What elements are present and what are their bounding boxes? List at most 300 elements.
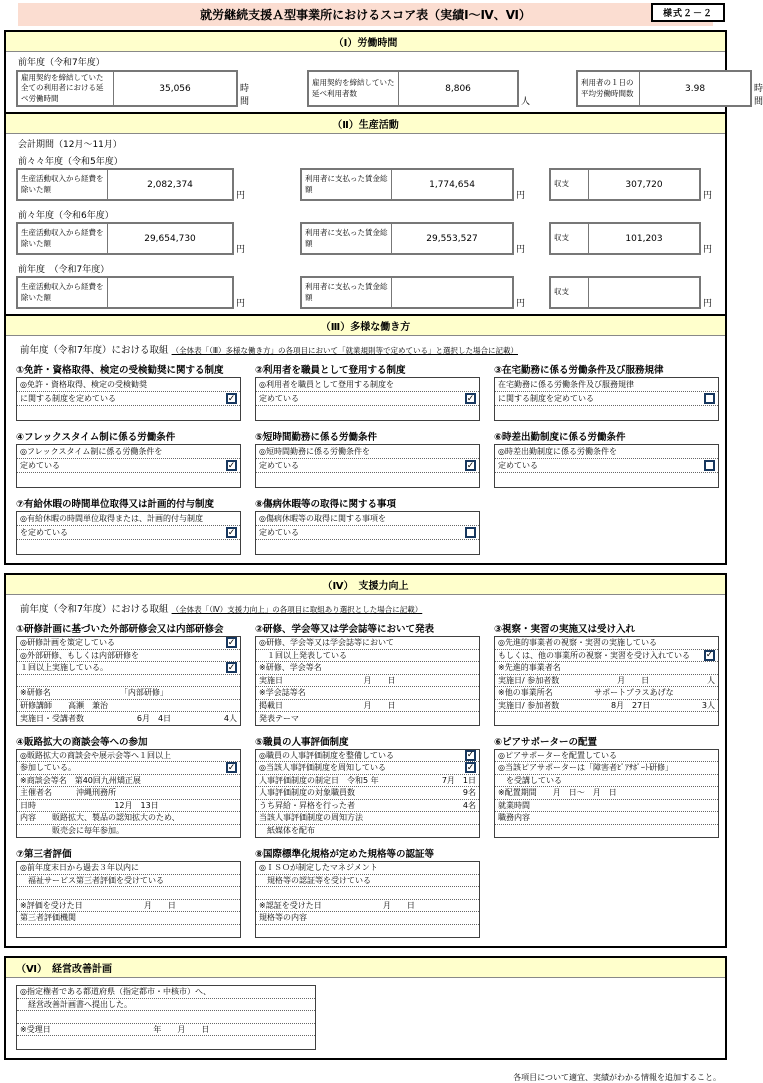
section-support-improvement <box>4 573 727 948</box>
form-row <box>256 912 479 925</box>
checkbox-icon[interactable] <box>465 527 476 538</box>
row-text: に関する制度を定めている <box>498 394 594 403</box>
form-item-card <box>494 734 719 839</box>
intro-text: 前年度（令和7年度）における取組 <box>20 345 169 356</box>
page-title: 就労継続支援Ａ型事業所におけるスコア表（実績Ⅰ～Ⅳ、Ⅵ） <box>18 3 713 26</box>
row-text: 発表テーマ <box>259 713 299 723</box>
checkbox-icon[interactable] <box>704 460 715 471</box>
form-row <box>495 700 718 713</box>
form-row <box>17 900 240 913</box>
item-box <box>255 861 480 938</box>
field-value[interactable]: 3.98 <box>640 72 750 105</box>
year-label: 前々年度（令和6年度） <box>18 211 114 221</box>
unit-label: 円 <box>516 191 526 201</box>
form-row <box>256 378 479 392</box>
field-net-income <box>16 276 245 309</box>
unit-label: 時間 <box>240 84 250 107</box>
form-row <box>256 445 479 459</box>
row-text: 8月 27日 <box>610 700 651 710</box>
form-row <box>256 887 479 900</box>
form-row <box>256 700 479 713</box>
field-label: 利用者に支払った賃金総額 <box>302 224 392 253</box>
form-row <box>256 512 479 526</box>
form-row <box>17 986 315 999</box>
row-text: もしくは、他の事業所の視察・実習を受け入れている <box>498 650 690 660</box>
row-text: 就業時間 <box>498 800 530 810</box>
row-text: 掲載日 <box>259 700 283 710</box>
form-item-card <box>16 846 241 938</box>
item-title: ⑧傷病休暇等の取得に関する事項 <box>255 499 397 510</box>
form-row <box>17 1024 315 1037</box>
item-box <box>16 861 241 938</box>
row-text: ◎ピアサポーターを配置している <box>498 750 617 760</box>
row-text: ※他の事業所名 <box>498 688 553 698</box>
form-item-card <box>16 362 241 421</box>
form-row <box>256 540 479 554</box>
row-text: 在宅勤務に係る労働条件及び服務規律 <box>498 380 634 389</box>
row-text: 定めている <box>20 461 60 470</box>
form-row <box>17 406 240 420</box>
item-box <box>494 444 719 488</box>
row-text: 日時 <box>20 800 36 810</box>
item-title: ③視察・実習の実施又は受け入れ <box>494 624 636 635</box>
row-text: ◎傷病休暇等の取得に関する事項を <box>259 514 386 523</box>
unit-label: 円 <box>236 191 246 201</box>
field-label: 生産活動収入から経費を除いた額 <box>18 224 108 253</box>
item-title: ⑧国際標準化規格が定めた規格等の認証等 <box>255 849 435 860</box>
row-text: 規格等の認証等を受けている <box>259 875 371 885</box>
field-balance <box>549 222 712 255</box>
form-row <box>495 637 718 650</box>
field-value[interactable] <box>108 278 232 307</box>
item-title: ④フレックスタイム制に係る労働条件 <box>16 432 176 443</box>
form-row <box>17 887 240 900</box>
row-text: ◎利用者を職員として登用する制度を <box>259 380 394 389</box>
section-labor-hours <box>4 30 763 114</box>
section2-header: （Ⅱ）生産活動 <box>6 114 725 134</box>
section4-header: （Ⅳ） 支援力向上 <box>6 575 725 595</box>
field-value[interactable] <box>589 278 699 307</box>
checkbox-icon[interactable] <box>226 393 237 404</box>
form-row <box>495 787 718 800</box>
form-row <box>17 750 240 763</box>
form-row <box>17 378 240 392</box>
field-value[interactable]: 2,082,374 <box>108 170 232 199</box>
year-label: 前々々年度（令和5年度） <box>18 157 123 167</box>
section-management-improvement-plan <box>4 956 727 1060</box>
row-text: 規格等の内容 <box>259 913 307 923</box>
unit-label: 円 <box>703 245 713 255</box>
form-row <box>256 662 479 675</box>
form-row <box>495 378 718 392</box>
row-text: 職務内容 <box>498 813 530 823</box>
form-row <box>17 526 240 540</box>
form-row <box>256 762 479 775</box>
form-row <box>17 875 240 888</box>
item-box <box>16 511 241 555</box>
row-text: 9名 <box>462 788 476 798</box>
production-row-r6 <box>6 222 725 260</box>
form-row <box>256 900 479 913</box>
section1-header: （Ⅰ）労働時間 <box>6 32 725 52</box>
checkbox-icon[interactable] <box>465 750 476 761</box>
field-net-income <box>16 168 245 201</box>
form-item-card <box>255 362 480 421</box>
field-value[interactable]: 29,654,730 <box>108 224 232 253</box>
form-row <box>495 750 718 763</box>
form-row <box>17 712 240 725</box>
form-item-card <box>255 621 480 726</box>
row-text: 定めている <box>498 461 538 470</box>
row-text: 月 日 <box>363 700 396 710</box>
field-average-daily-hours <box>576 70 763 107</box>
checkbox-icon[interactable] <box>226 527 237 538</box>
item-box <box>16 444 241 488</box>
row-text: ※学会誌等名 <box>259 688 306 698</box>
form-row <box>256 787 479 800</box>
row-text: 人事評価制度の対象職員数 <box>259 788 355 798</box>
form-row <box>256 712 479 725</box>
row-text: 主催者名 沖縄刑務所 <box>20 788 116 798</box>
row-text: ※認証を受けた日 <box>259 900 322 910</box>
row-text: ◎有給休暇の時間単位取得または、計画的付与制度 <box>20 514 203 523</box>
field-wages-paid <box>300 276 525 309</box>
row-text: 内容 販路拡大、製品の認知拡大のため、 <box>20 813 180 823</box>
row-text: 人 <box>707 675 715 685</box>
form-item-card <box>16 429 241 488</box>
form-item-card <box>255 734 480 839</box>
form-row <box>256 459 479 473</box>
checkbox-icon[interactable] <box>465 393 476 404</box>
intro-note: （全体表「（Ⅳ）支援力向上」の各項目に取組あり選択とした場合に記載） <box>171 605 423 614</box>
item-title: ⑤職員の人事評価制度 <box>255 736 349 748</box>
field-balance <box>549 276 712 309</box>
row-text: ◎先進的事業者の視察・実習の実施している <box>498 638 657 648</box>
form-row <box>17 825 240 838</box>
form-row <box>256 925 479 938</box>
form-row <box>17 1011 315 1024</box>
item-box <box>255 511 480 555</box>
form-row <box>495 762 718 775</box>
row-text: 定めている <box>259 528 299 537</box>
form-row <box>256 825 479 838</box>
form-row <box>256 687 479 700</box>
field-label: 生産活動収入から経費を除いた額 <box>18 278 108 307</box>
row-text: 年 月 日 <box>153 1024 210 1034</box>
form-row <box>256 650 479 663</box>
form-row <box>17 800 240 813</box>
form-row <box>256 473 479 487</box>
form-row <box>17 445 240 459</box>
field-total-work-hours <box>16 70 249 107</box>
unit-label: 人 <box>521 97 531 107</box>
row-text: 第三者評価機関 <box>20 913 76 923</box>
year-label: 前年度 （令和7年度） <box>18 265 110 275</box>
form-item-card <box>16 621 241 726</box>
row-text: ◎当該人事評価制度を周知している <box>259 763 386 773</box>
section1-fields <box>6 70 763 112</box>
field-total-users <box>307 70 530 107</box>
form-row <box>256 526 479 540</box>
item-title: ②利用者を職員として登用する制度 <box>255 365 406 376</box>
form-row <box>495 812 718 825</box>
intro-note: （全体表「（Ⅲ）多様な働き方」の各項目において「就業規則等で定めている」と選択した場合に記載） <box>171 346 518 355</box>
field-label: 雇用契約を締結していた延べ利用者数 <box>309 72 399 105</box>
form-row <box>495 712 718 725</box>
row-text: 「内部研修」 <box>119 688 168 698</box>
form-item-card <box>255 846 480 938</box>
checkbox-icon[interactable] <box>226 460 237 471</box>
item-box <box>255 636 480 726</box>
form-row <box>256 406 479 420</box>
form-row <box>17 912 240 925</box>
item-title: ⑦第三者評価 <box>16 849 72 860</box>
checkbox-icon[interactable] <box>704 393 715 404</box>
form-row <box>17 540 240 554</box>
form-item-card <box>16 734 241 839</box>
item-title: ①研修計画に基づいた外部研修会又は内部研修会 <box>16 624 224 635</box>
form-row <box>17 512 240 526</box>
row-text: 実施日・受講者数 <box>20 713 84 723</box>
row-text: ◎販路拡大の商談会や展示会等へ１回以上 <box>20 750 171 760</box>
production-row-r5 <box>6 168 725 206</box>
row-text: うち昇給・昇格を行った者 <box>259 800 355 810</box>
form-row <box>256 875 479 888</box>
form-row <box>256 775 479 788</box>
row-text: 福祉サービス第三者評価を受けている <box>20 875 164 885</box>
accounting-period: 会計期間（12月～11月） <box>18 140 122 150</box>
form-row <box>17 459 240 473</box>
row-text: 紙媒体を配布 <box>259 826 315 836</box>
item-title: ⑥ピアサポーターの配置 <box>494 736 598 748</box>
row-text: を受講している <box>498 775 562 785</box>
field-value[interactable]: 8,806 <box>399 72 517 105</box>
form-row <box>17 812 240 825</box>
item-title: ⑥時差出勤制度に係る労働条件 <box>494 432 626 443</box>
field-label: 生産活動収入から経費を除いた額 <box>18 170 108 199</box>
field-value[interactable]: 307,720 <box>589 170 699 199</box>
row-text: 経営改善計画書へ提出した。 <box>20 999 132 1009</box>
row-text: 6月 4日 <box>136 713 172 723</box>
row-text: 参加している。 <box>20 763 76 773</box>
checkbox-icon[interactable] <box>465 460 476 471</box>
row-text: ◎指定権者である都道府県（指定都市・中核市）へ、 <box>20 987 211 997</box>
form-row <box>17 775 240 788</box>
row-text: 月 日 <box>382 900 415 910</box>
item-box <box>255 377 480 421</box>
row-text: 研修講師 高瀬 兼治 <box>20 700 108 710</box>
form-row <box>495 687 718 700</box>
form-row <box>17 762 240 775</box>
field-label: 収支 <box>551 170 589 199</box>
row-text: 実施日 <box>259 675 283 685</box>
row-text: ◎研修計画を策定している <box>20 638 115 648</box>
form-row <box>256 392 479 406</box>
form-row <box>256 800 479 813</box>
form-row <box>495 459 718 473</box>
form-row <box>17 675 240 688</box>
form-row <box>495 406 718 420</box>
row-text: 定めている <box>259 394 299 403</box>
row-text: に関する制度を定めている <box>20 394 116 403</box>
form-row <box>495 675 718 688</box>
row-text: ◎前年度末日から過去３年以内に <box>20 863 139 873</box>
form-row <box>495 825 718 838</box>
row-text: ◎ＩＳＯが制定したマネジメント <box>259 863 378 873</box>
field-label: 収支 <box>551 278 589 307</box>
form-item-card <box>16 496 241 555</box>
row-text: ※研修名 <box>20 688 51 698</box>
item-box <box>494 749 719 839</box>
field-net-income <box>16 222 245 255</box>
form-row <box>256 812 479 825</box>
section6-header: （Ⅵ） 経営改善計画 <box>6 958 725 978</box>
row-text: １回以上実施している。 <box>20 663 108 673</box>
form-row <box>17 862 240 875</box>
item-box <box>16 985 316 1050</box>
row-text: ※先進的事業者名 <box>498 663 561 673</box>
row-text: 当該人事評価制度の周知方法 <box>259 813 363 823</box>
section-production <box>4 112 727 316</box>
form-row <box>256 675 479 688</box>
row-text: 定めている <box>259 461 299 470</box>
section3-header: （Ⅲ）多様な働き方 <box>6 316 725 336</box>
form-item-card <box>16 984 316 1050</box>
checkbox-icon[interactable] <box>465 762 476 773</box>
field-label: 収支 <box>551 224 589 253</box>
form-item-card <box>255 429 480 488</box>
checkbox-icon[interactable] <box>226 762 237 773</box>
row-text: 4人 <box>223 713 237 723</box>
form-row <box>17 787 240 800</box>
row-text: ※評価を受けた日 <box>20 900 83 910</box>
section4-intro <box>6 595 725 619</box>
form-row <box>256 637 479 650</box>
form-row <box>256 862 479 875</box>
form-item-card <box>494 429 719 488</box>
unit-label: 円 <box>703 299 713 309</box>
section6-items <box>6 978 725 1058</box>
form-row <box>17 662 240 675</box>
item-box <box>255 444 480 488</box>
item-title: ③在宅勤務に係る労働条件及び服務規律 <box>494 365 664 376</box>
item-title: ④販路拡大の商談会等への参加 <box>16 736 148 748</box>
intro-text: 前年度（令和7年度）における取組 <box>20 604 169 615</box>
form-row <box>17 925 240 938</box>
item-box <box>494 636 719 726</box>
form-row <box>17 687 240 700</box>
unit-label: 時間 <box>754 84 763 107</box>
unit-label: 円 <box>516 299 526 309</box>
form-row <box>256 750 479 763</box>
form-row <box>17 473 240 487</box>
checkbox-icon[interactable] <box>226 637 237 648</box>
row-text: 月 日 <box>363 675 396 685</box>
field-value[interactable]: 1,774,654 <box>392 170 512 199</box>
production-row-r7 <box>6 276 725 314</box>
row-text: 実施日/ 参加者数 <box>498 675 560 685</box>
field-wages-paid <box>300 168 525 201</box>
row-text: ◎免許・資格取得、検定の受検勧奨 <box>20 380 147 389</box>
form-row <box>495 445 718 459</box>
field-wages-paid <box>300 222 525 255</box>
row-text: 7月 1日 <box>441 775 476 785</box>
row-text: ※研修、学会等名 <box>259 663 322 673</box>
item-title: ②研修、学会等又は学会誌等において発表 <box>255 624 435 635</box>
row-text: ◎当該ピアサポーターは「障害者ﾋﾟｱｻﾎﾟｰﾄ研修」 <box>498 763 673 773</box>
form-row <box>17 392 240 406</box>
row-text: １回以上発表している <box>259 650 347 660</box>
form-row <box>495 473 718 487</box>
field-label: 利用者に支払った賃金総額 <box>302 170 392 199</box>
row-text: ◎外部研修、もしくは内部研修を <box>20 650 139 660</box>
row-text: ※配置期間 月 日～ 月 日 <box>498 788 617 798</box>
footer-note: 各項目について適宜、実績がわかる情報を追加すること。 <box>513 1072 721 1082</box>
row-text: 3人 <box>701 700 715 710</box>
row-text: 4名 <box>462 800 476 810</box>
checkbox-icon[interactable] <box>226 662 237 673</box>
item-box <box>494 377 719 421</box>
form-row <box>17 700 240 713</box>
field-value[interactable]: 35,056 <box>114 72 236 105</box>
row-text: サポートプラスあげな <box>594 688 674 698</box>
row-text: ◎研修、学会等又は学会誌等において <box>259 638 394 648</box>
row-text: 月 日 <box>617 675 650 685</box>
unit-label: 円 <box>516 245 526 255</box>
field-balance <box>549 168 712 201</box>
item-box <box>16 636 241 726</box>
section1-period: 前年度（令和7年度） <box>18 58 105 68</box>
form-row <box>17 999 315 1012</box>
form-row <box>17 650 240 663</box>
row-text: を定めている <box>20 528 68 537</box>
section3-intro <box>6 336 725 360</box>
row-text: ◎職員の人事評価制度を整備している <box>259 750 394 760</box>
row-text: ◎短時間勤務に係る労働条件を <box>259 447 370 456</box>
item-box <box>16 749 241 839</box>
form-row <box>495 392 718 406</box>
row-text: 人事評価制度の制定日 令和5 年 <box>259 775 379 785</box>
form-number: 様式２－２ <box>662 9 713 19</box>
field-label: 雇用契約を締結していた全ての利用者における延べ労働時間 <box>18 72 114 105</box>
row-text: 12月 13日 <box>114 800 159 810</box>
form-row <box>17 637 240 650</box>
form-row <box>495 800 718 813</box>
unit-label: 円 <box>236 299 246 309</box>
section3-items <box>6 360 725 563</box>
field-value[interactable]: 101,203 <box>589 224 699 253</box>
row-text: 月 日 <box>143 900 176 910</box>
checkbox-icon[interactable] <box>704 650 715 661</box>
row-text: 販売会に毎年参加。 <box>20 826 124 836</box>
row-text: ◎フレックスタイム制に係る労働条件を <box>20 447 163 456</box>
field-value[interactable] <box>392 278 512 307</box>
section-diverse-working <box>4 314 727 565</box>
form-row <box>17 1036 315 1049</box>
form-item-card <box>494 362 719 421</box>
row-text: ◎時差出勤制度に係る労働条件を <box>498 447 617 456</box>
form-row <box>495 650 718 663</box>
row-text: ※商談会等名 第40回九州矯正展 <box>20 775 141 785</box>
item-box <box>16 377 241 421</box>
form-item-card <box>255 496 480 555</box>
form-item-card <box>494 621 719 726</box>
item-title: ①免許・資格取得、検定の受検勧奨に関する制度 <box>16 365 224 376</box>
unit-label: 円 <box>236 245 246 255</box>
field-value[interactable]: 29,553,527 <box>392 224 512 253</box>
item-title: ⑤短時間勤務に係る労働条件 <box>255 432 378 443</box>
field-label: 利用者に支払った賃金総額 <box>302 278 392 307</box>
